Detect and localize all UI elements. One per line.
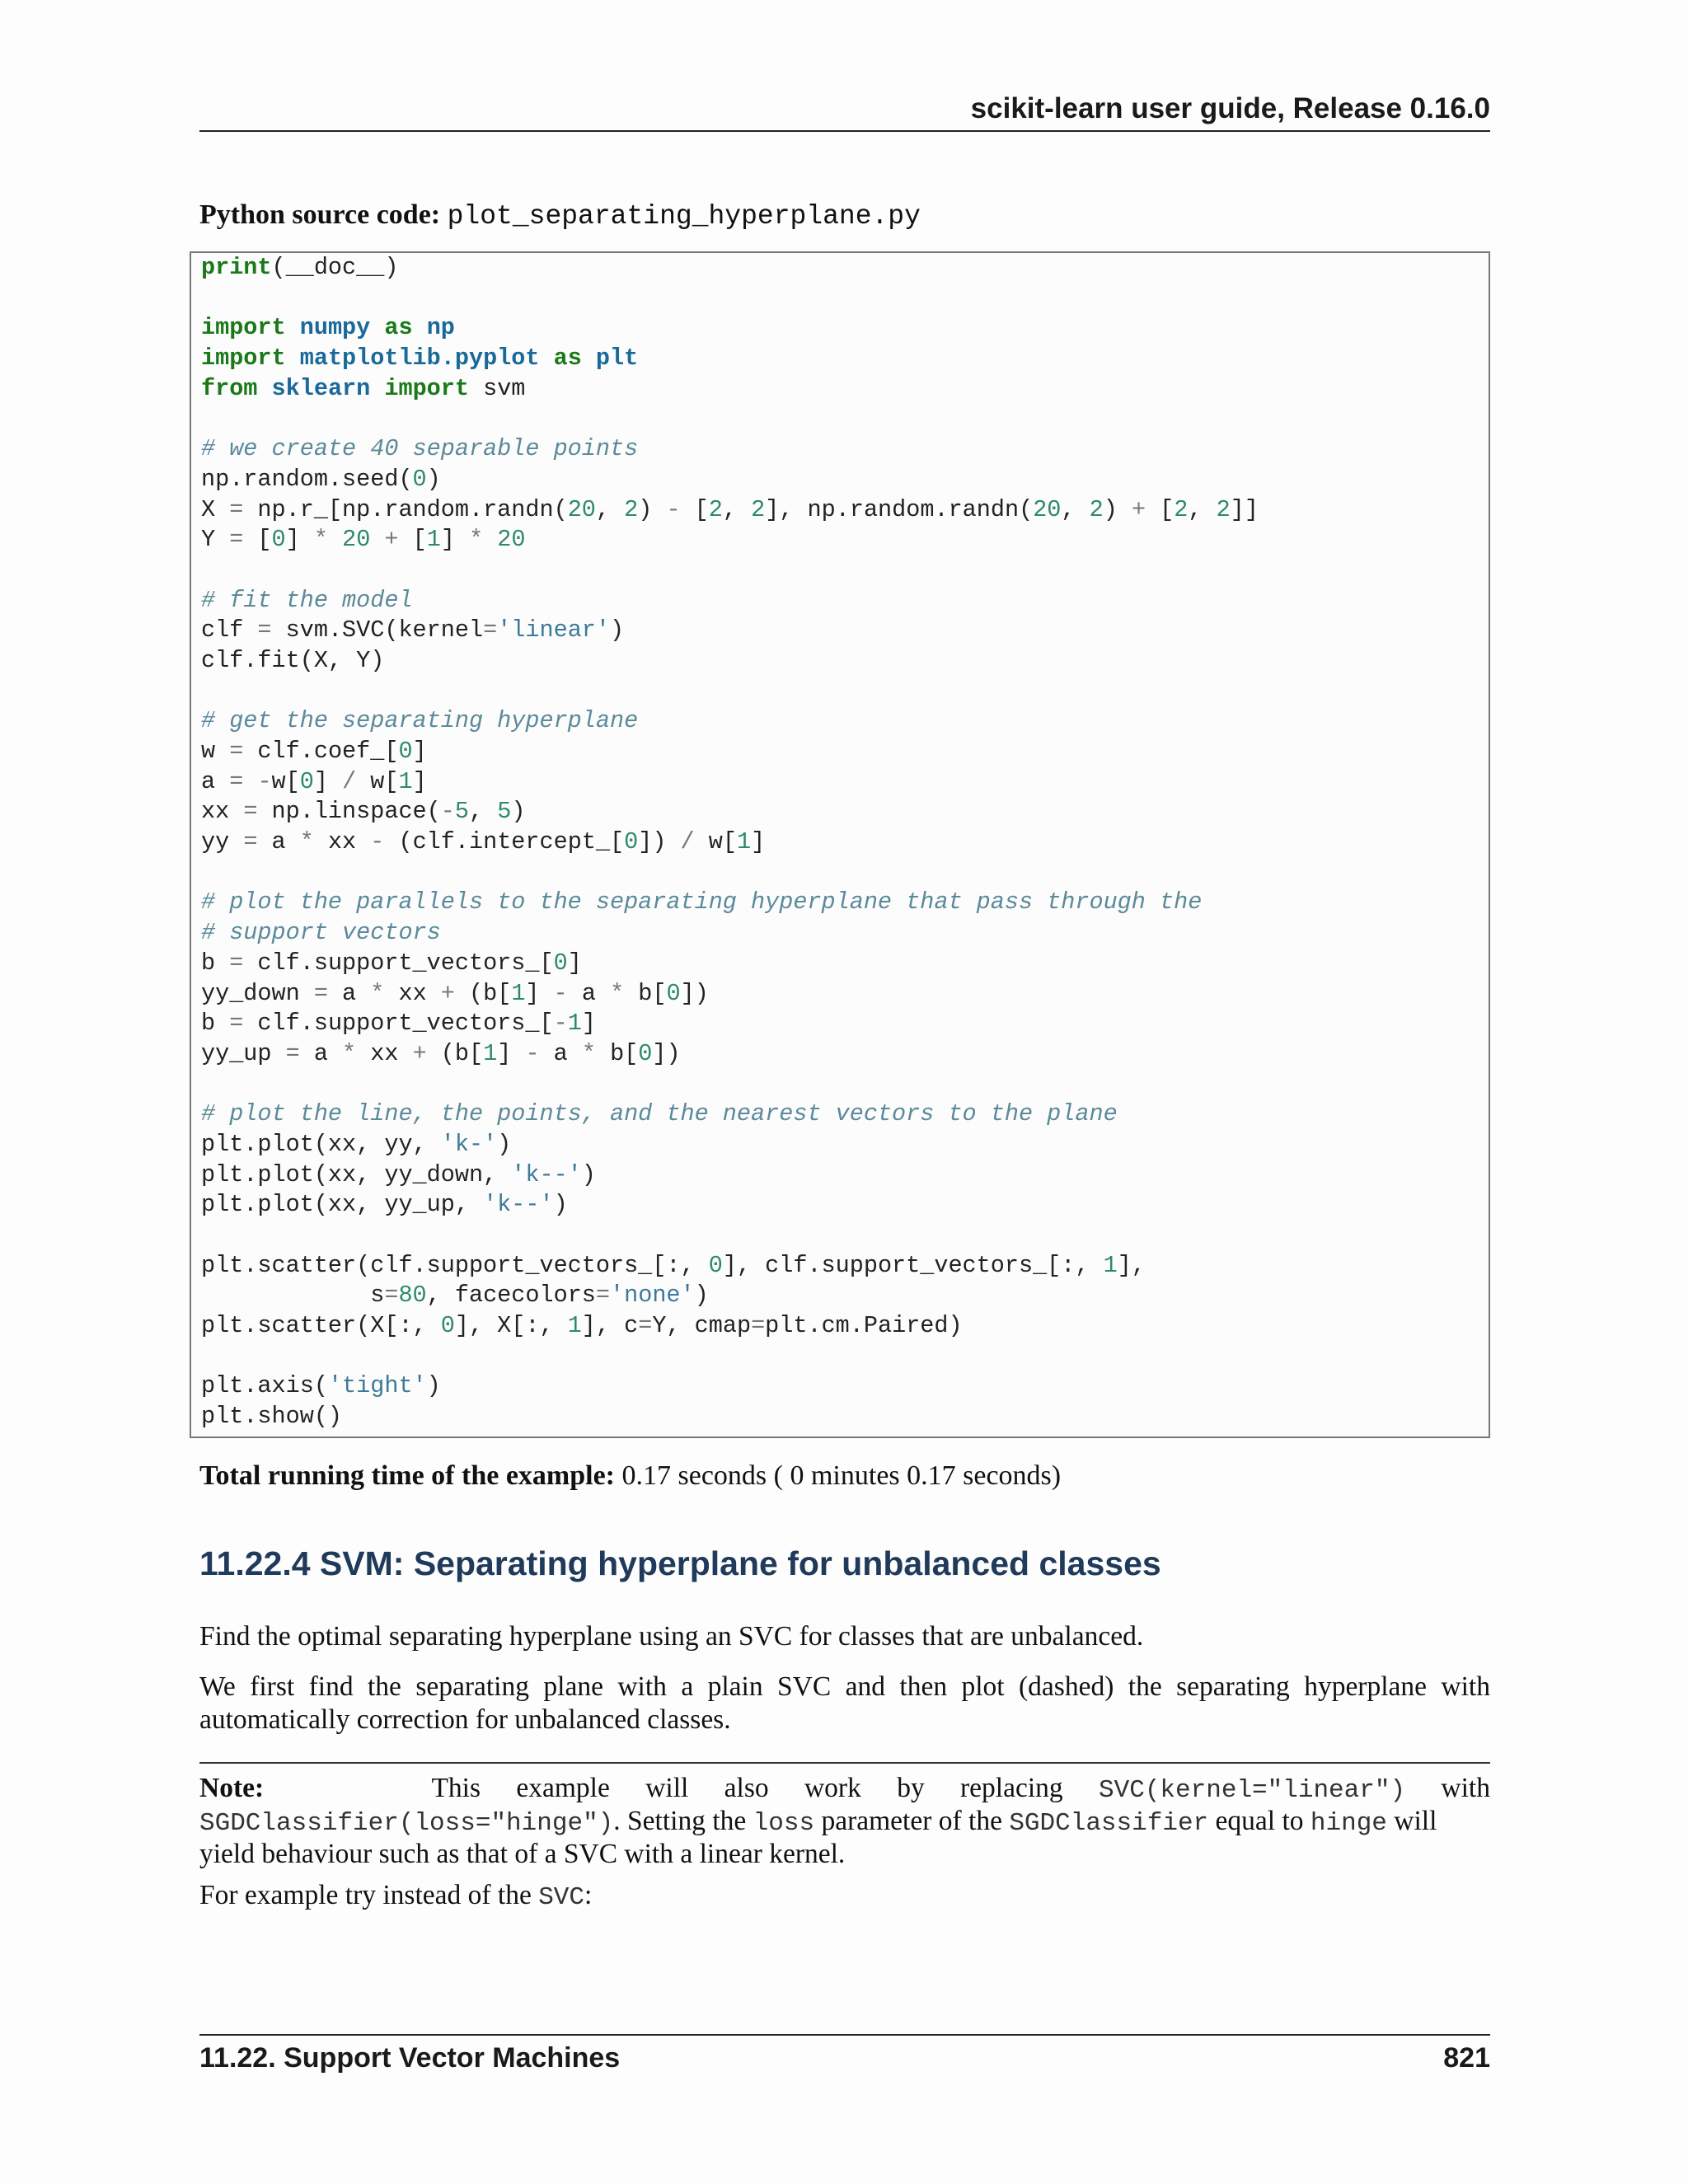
section-heading: 11.22.4 SVM: Separating hyperplane for unbalanced classes bbox=[199, 1544, 1161, 1582]
code-token: 0 bbox=[624, 828, 639, 856]
code-line bbox=[201, 465, 1259, 495]
code-token: ]) bbox=[638, 828, 681, 856]
code-line bbox=[201, 1281, 1259, 1311]
code-token: b bbox=[201, 1010, 230, 1038]
code-token: , facecolors bbox=[426, 1282, 596, 1310]
code-token: 'tight' bbox=[327, 1372, 427, 1400]
code-token: # we create 40 separable points bbox=[201, 435, 639, 463]
code-token bbox=[539, 344, 553, 372]
code-token: ) bbox=[581, 1160, 596, 1188]
code-token: ] bbox=[313, 767, 343, 795]
code-token: = bbox=[384, 1282, 399, 1310]
code-token: np bbox=[426, 314, 455, 342]
code-token bbox=[370, 526, 384, 553]
code-token: , bbox=[595, 495, 625, 523]
code-line bbox=[201, 1009, 1259, 1039]
code-token: 0 bbox=[271, 526, 286, 554]
code-line bbox=[201, 949, 1259, 979]
code-token: ] bbox=[567, 949, 582, 977]
code-token: [ bbox=[398, 526, 427, 554]
code-token: ) bbox=[497, 1130, 512, 1158]
code-token: , bbox=[1061, 495, 1090, 523]
code-token: yy_up bbox=[201, 1039, 286, 1067]
running-time bbox=[199, 1460, 1061, 1492]
code-token: - bbox=[257, 767, 272, 795]
code-line bbox=[201, 677, 1259, 707]
code-token: a bbox=[201, 767, 230, 795]
code-token: svm bbox=[469, 374, 526, 402]
code-token: 0 bbox=[708, 1251, 723, 1279]
code-line bbox=[201, 434, 1259, 465]
code-token: 20 bbox=[497, 526, 526, 554]
code-token: ) bbox=[1103, 495, 1132, 523]
code-token: * bbox=[581, 1039, 596, 1067]
note-word: also bbox=[724, 1773, 769, 1803]
code-token: numpy bbox=[299, 314, 371, 342]
note-text: . Setting the bbox=[613, 1806, 753, 1836]
code-token: ] bbox=[525, 979, 554, 1007]
note-word: with bbox=[1441, 1773, 1490, 1803]
code-line bbox=[201, 404, 1259, 434]
code-token: print bbox=[201, 254, 272, 281]
code-token: + bbox=[384, 526, 399, 554]
code-token: * bbox=[299, 828, 314, 856]
code-token: 20 bbox=[342, 526, 371, 554]
code-line bbox=[201, 979, 1259, 1010]
code-token: 'k--' bbox=[511, 1160, 582, 1188]
paragraph-description: We first find the separating plane with a plain SVC and then plot (dashed) the separating hyperplane with automatically correction for unbalanced classes. bbox=[199, 1671, 1490, 1735]
code-token: (__doc__) bbox=[271, 254, 399, 281]
code-line bbox=[201, 737, 1259, 767]
code-token: ]) bbox=[652, 1039, 681, 1067]
code-token: b[ bbox=[624, 979, 667, 1007]
footer-section-title: 11.22. Support Vector Machines bbox=[199, 2042, 621, 2074]
code-line bbox=[201, 646, 1259, 677]
code-token: ], X[:, bbox=[454, 1312, 568, 1340]
code-token: # get the separating hyperplane bbox=[201, 707, 639, 735]
code-token: = bbox=[243, 798, 258, 826]
code-line bbox=[201, 616, 1259, 646]
code-token: 'linear' bbox=[497, 616, 611, 644]
code-token: np.r_[np.random.randn( bbox=[243, 495, 568, 523]
code-line bbox=[201, 888, 1259, 918]
code-token: svm.SVC(kernel bbox=[271, 616, 484, 644]
code-token bbox=[257, 375, 271, 402]
example-colon: : bbox=[584, 1880, 593, 1910]
code-line bbox=[201, 253, 1259, 284]
code-token: ) bbox=[694, 1282, 709, 1310]
code-token: + bbox=[1131, 495, 1146, 523]
code-token: 5 bbox=[497, 798, 512, 826]
code-token: ) bbox=[610, 616, 625, 644]
code-token: 0 bbox=[398, 738, 413, 765]
code-token: - bbox=[370, 828, 385, 856]
code-token: # plot the parallels to the separating hyperplane that pass through the bbox=[201, 888, 1203, 916]
code-token: ] bbox=[412, 738, 427, 765]
code-line bbox=[201, 284, 1259, 314]
code-token: xx bbox=[384, 979, 441, 1007]
code-token: , bbox=[1188, 495, 1217, 523]
code-line bbox=[201, 797, 1259, 827]
code-line bbox=[201, 495, 1259, 526]
code-token: ], clf.support_vectors_[:, bbox=[722, 1251, 1104, 1279]
code-token: Y bbox=[201, 526, 230, 554]
code-token: 2 bbox=[751, 495, 766, 523]
note-code-hinge: hinge bbox=[1310, 1809, 1387, 1838]
code-token: + bbox=[412, 1039, 427, 1067]
code-line bbox=[201, 767, 1259, 798]
code-token: 20 bbox=[1033, 495, 1062, 523]
code-token: matplotlib.pyplot bbox=[299, 344, 540, 373]
code-token: = bbox=[229, 767, 244, 795]
code-token: ]) bbox=[680, 979, 709, 1007]
note-code-sgdclassifier-loss: SGDClassifier(loss="hinge") bbox=[199, 1809, 614, 1838]
code-line bbox=[201, 706, 1259, 737]
code-line bbox=[201, 1130, 1259, 1160]
code-token: 2 bbox=[624, 495, 639, 523]
code-token: ], c bbox=[581, 1312, 639, 1340]
code-token: - bbox=[525, 1039, 540, 1067]
code-block bbox=[190, 251, 1490, 1438]
code-token: 1 bbox=[426, 526, 441, 554]
code-token: 0 bbox=[638, 1039, 653, 1067]
code-token: = bbox=[257, 616, 272, 644]
code-token: w[ bbox=[694, 828, 737, 856]
code-line bbox=[201, 1342, 1259, 1372]
code-token: 1 bbox=[567, 1312, 582, 1340]
code-token: [ bbox=[680, 495, 709, 523]
code-token bbox=[286, 344, 300, 372]
code-token: = bbox=[595, 1282, 611, 1310]
code-token: 0 bbox=[299, 767, 314, 795]
code-token: = bbox=[229, 738, 244, 765]
code-token: a bbox=[299, 1039, 343, 1067]
code-token: ], bbox=[1117, 1251, 1146, 1279]
code-token: 'none' bbox=[610, 1282, 695, 1310]
code-token: yy bbox=[201, 828, 244, 856]
code-token: w[ bbox=[271, 767, 300, 795]
note-text: parameter of the bbox=[814, 1806, 1010, 1836]
note-line-2 bbox=[199, 1805, 1490, 1838]
note-text: equal to bbox=[1208, 1806, 1311, 1836]
code-token: = bbox=[751, 1312, 766, 1340]
code-token: as bbox=[384, 314, 413, 342]
note-code-sgdclassifier: SGDClassifier bbox=[1009, 1809, 1209, 1838]
note-label: Note: bbox=[199, 1773, 265, 1803]
code-token: a bbox=[257, 828, 300, 856]
code-token: xx bbox=[313, 828, 371, 856]
paragraph-example bbox=[199, 1879, 1490, 1915]
code-line bbox=[201, 344, 1259, 374]
example-text: For example try instead of the bbox=[199, 1880, 539, 1910]
code-token: s bbox=[201, 1282, 385, 1310]
code-token: (b[ bbox=[454, 979, 512, 1007]
code-line bbox=[201, 525, 1259, 555]
code-token: ]] bbox=[1230, 495, 1259, 523]
code-line bbox=[201, 1402, 1259, 1432]
code-token bbox=[370, 375, 384, 402]
code-token: plt bbox=[595, 344, 639, 373]
code-token: , bbox=[722, 495, 752, 523]
code-token: 1 bbox=[398, 767, 413, 795]
note-line-3: yield behaviour such as that of a SVC with a linear kernel. bbox=[199, 1839, 846, 1869]
source-code-caption bbox=[199, 199, 921, 232]
code-line bbox=[201, 374, 1259, 405]
code-token: 0 bbox=[440, 1312, 455, 1340]
code-token: import bbox=[201, 314, 286, 342]
code-token: 1 bbox=[736, 828, 752, 856]
code-token: - bbox=[440, 798, 455, 826]
code-token: 80 bbox=[398, 1282, 427, 1310]
code-line bbox=[201, 586, 1259, 616]
code-line bbox=[201, 827, 1259, 858]
code-token: * bbox=[370, 979, 385, 1007]
code-token: plt.plot(xx, yy_down, bbox=[201, 1160, 512, 1188]
code-token: import bbox=[384, 374, 469, 402]
code-token: 2 bbox=[1174, 495, 1189, 523]
code-token: w[ bbox=[356, 767, 399, 795]
code-token: * bbox=[342, 1039, 357, 1067]
code-token: a bbox=[539, 1039, 582, 1067]
code-token bbox=[582, 344, 596, 372]
code-line bbox=[201, 1099, 1259, 1130]
code-token: a bbox=[327, 979, 371, 1007]
code-token: = bbox=[229, 1010, 244, 1038]
code-token: 20 bbox=[567, 495, 596, 523]
code-token: * bbox=[610, 979, 625, 1007]
code-token: plt.axis( bbox=[201, 1372, 328, 1400]
code-token: ] bbox=[440, 526, 470, 554]
code-token: plt.scatter(X[:, bbox=[201, 1312, 441, 1340]
code-token: = bbox=[243, 828, 258, 856]
code-token: 5 bbox=[454, 798, 469, 826]
code-token: = bbox=[483, 616, 498, 644]
code-token: * bbox=[313, 526, 328, 554]
code-token: = bbox=[638, 1312, 653, 1340]
code-token: = bbox=[285, 1039, 300, 1067]
code-token: plt.plot(xx, yy, bbox=[201, 1130, 441, 1158]
note-word: by bbox=[897, 1773, 925, 1803]
code-token: import bbox=[201, 344, 286, 373]
code-token: 2 bbox=[1089, 495, 1104, 523]
code-token: 1 bbox=[567, 1010, 582, 1038]
code-line bbox=[201, 1311, 1259, 1342]
code-token bbox=[328, 526, 342, 553]
note-code-loss: loss bbox=[753, 1809, 815, 1838]
code-token: plt.plot(xx, yy_up, bbox=[201, 1191, 484, 1219]
header-rule bbox=[199, 130, 1490, 132]
code-token: ) bbox=[511, 798, 526, 826]
code-token: / bbox=[680, 828, 695, 856]
code-token: 2 bbox=[708, 495, 723, 523]
code-token: ) bbox=[638, 495, 667, 523]
code-token: xx bbox=[356, 1039, 413, 1067]
code-token: as bbox=[553, 344, 582, 373]
code-token: np.linspace( bbox=[257, 798, 441, 826]
document-page bbox=[199, 0, 1490, 2184]
code-line bbox=[201, 1070, 1259, 1100]
code-token: , bbox=[468, 798, 498, 826]
code-token: # fit the model bbox=[201, 586, 413, 614]
note-text: will bbox=[1386, 1806, 1437, 1836]
code-token: [ bbox=[243, 526, 272, 554]
code-token: - bbox=[553, 979, 568, 1007]
code-token: 1 bbox=[1103, 1251, 1118, 1279]
code-token: clf.support_vectors_[ bbox=[243, 1010, 554, 1038]
code-token: = bbox=[313, 979, 328, 1007]
code-lines bbox=[201, 253, 1259, 1432]
code-token: 0 bbox=[666, 979, 681, 1007]
code-line bbox=[201, 1221, 1259, 1251]
code-token: X bbox=[201, 495, 230, 523]
code-token: # plot the line, the points, and the nearest vectors to the plane bbox=[201, 1100, 1118, 1128]
code-line bbox=[201, 1371, 1259, 1402]
running-header: scikit-learn user guide, Release 0.16.0 bbox=[970, 92, 1490, 124]
code-token: 1 bbox=[483, 1039, 498, 1067]
code-token: ] bbox=[751, 828, 766, 856]
code-token: ], np.random.randn( bbox=[765, 495, 1034, 523]
code-token: / bbox=[342, 767, 357, 795]
code-token: plt.scatter(clf.support_vectors_[:, bbox=[201, 1251, 709, 1279]
code-token: clf bbox=[201, 616, 258, 644]
code-token: a bbox=[567, 979, 611, 1007]
note-rule bbox=[199, 1762, 1490, 1764]
code-token: * bbox=[469, 526, 484, 554]
code-token bbox=[286, 314, 300, 341]
note-word: will bbox=[645, 1773, 689, 1803]
code-token: ] bbox=[497, 1039, 526, 1067]
code-token: ) bbox=[426, 1372, 441, 1400]
code-token: # support vectors bbox=[201, 919, 441, 947]
code-token: sklearn bbox=[271, 374, 371, 402]
code-token: from bbox=[201, 374, 258, 402]
code-token: + bbox=[440, 979, 455, 1007]
code-line bbox=[201, 918, 1259, 949]
note-code-svc-kernel: SVC(kernel="linear") bbox=[1099, 1776, 1406, 1805]
code-token: w bbox=[201, 738, 230, 765]
note-box bbox=[199, 1772, 1490, 1871]
running-time-value: 0.17 seconds ( 0 minutes 0.17 seconds) bbox=[621, 1460, 1062, 1491]
code-token: xx bbox=[201, 798, 244, 826]
code-token: plt.cm.Paired) bbox=[765, 1312, 963, 1340]
code-line bbox=[201, 313, 1259, 344]
page-number: 821 bbox=[1443, 2042, 1490, 2074]
code-token: [ bbox=[1146, 495, 1175, 523]
code-token: 2 bbox=[1216, 495, 1231, 523]
code-line bbox=[201, 1190, 1259, 1221]
code-token: - bbox=[666, 495, 681, 523]
code-token: ) bbox=[426, 465, 441, 493]
code-token: = bbox=[229, 526, 244, 554]
code-token: = bbox=[229, 495, 244, 523]
code-token: ] bbox=[412, 767, 427, 795]
code-line bbox=[201, 1251, 1259, 1282]
code-token: 1 bbox=[511, 979, 526, 1007]
running-time-label: Total running time of the example: bbox=[199, 1460, 616, 1491]
note-word: This bbox=[431, 1773, 481, 1803]
paragraph-intro: Find the optimal separating hyperplane using an SVC for classes that are unbalanced. bbox=[199, 1621, 1144, 1652]
code-token: = bbox=[229, 949, 244, 977]
code-token: ] bbox=[581, 1010, 596, 1038]
code-line bbox=[201, 1160, 1259, 1191]
code-token: (b[ bbox=[426, 1039, 484, 1067]
code-token: Y, cmap bbox=[652, 1312, 752, 1340]
code-token: 0 bbox=[412, 465, 427, 493]
code-token: - bbox=[553, 1010, 568, 1038]
code-line bbox=[201, 858, 1259, 888]
code-token: np.random.seed( bbox=[201, 465, 413, 493]
note-word: replacing bbox=[960, 1773, 1063, 1803]
source-code-label: Python source code: bbox=[199, 199, 441, 230]
note-word: work bbox=[804, 1773, 861, 1803]
code-token: 'k-' bbox=[440, 1130, 498, 1158]
code-token: ) bbox=[553, 1191, 568, 1219]
code-token: 0 bbox=[553, 949, 568, 977]
footer-rule bbox=[199, 2034, 1490, 2036]
code-token bbox=[370, 314, 384, 341]
code-token: clf.coef_[ bbox=[243, 738, 399, 765]
code-token: 'k--' bbox=[483, 1191, 554, 1219]
code-token: clf.support_vectors_[ bbox=[243, 949, 554, 977]
code-token: b bbox=[201, 949, 230, 977]
note-word: example bbox=[516, 1773, 610, 1803]
code-token: plt.show() bbox=[201, 1403, 343, 1431]
code-token: clf.fit(X, Y) bbox=[201, 646, 385, 674]
code-token bbox=[413, 314, 427, 341]
code-token: b[ bbox=[595, 1039, 639, 1067]
code-token: yy_down bbox=[201, 979, 314, 1007]
code-line bbox=[201, 555, 1259, 586]
note-line-1 bbox=[199, 1772, 1490, 1805]
code-token: ] bbox=[285, 526, 314, 554]
code-token: (clf.intercept_[ bbox=[384, 828, 625, 856]
code-line bbox=[201, 1039, 1259, 1070]
source-filename-link[interactable]: plot_separating_hyperplane.py bbox=[447, 201, 921, 232]
code-token bbox=[483, 526, 497, 553]
code-token bbox=[243, 768, 257, 795]
example-code-svc: SVC bbox=[538, 1883, 585, 1912]
